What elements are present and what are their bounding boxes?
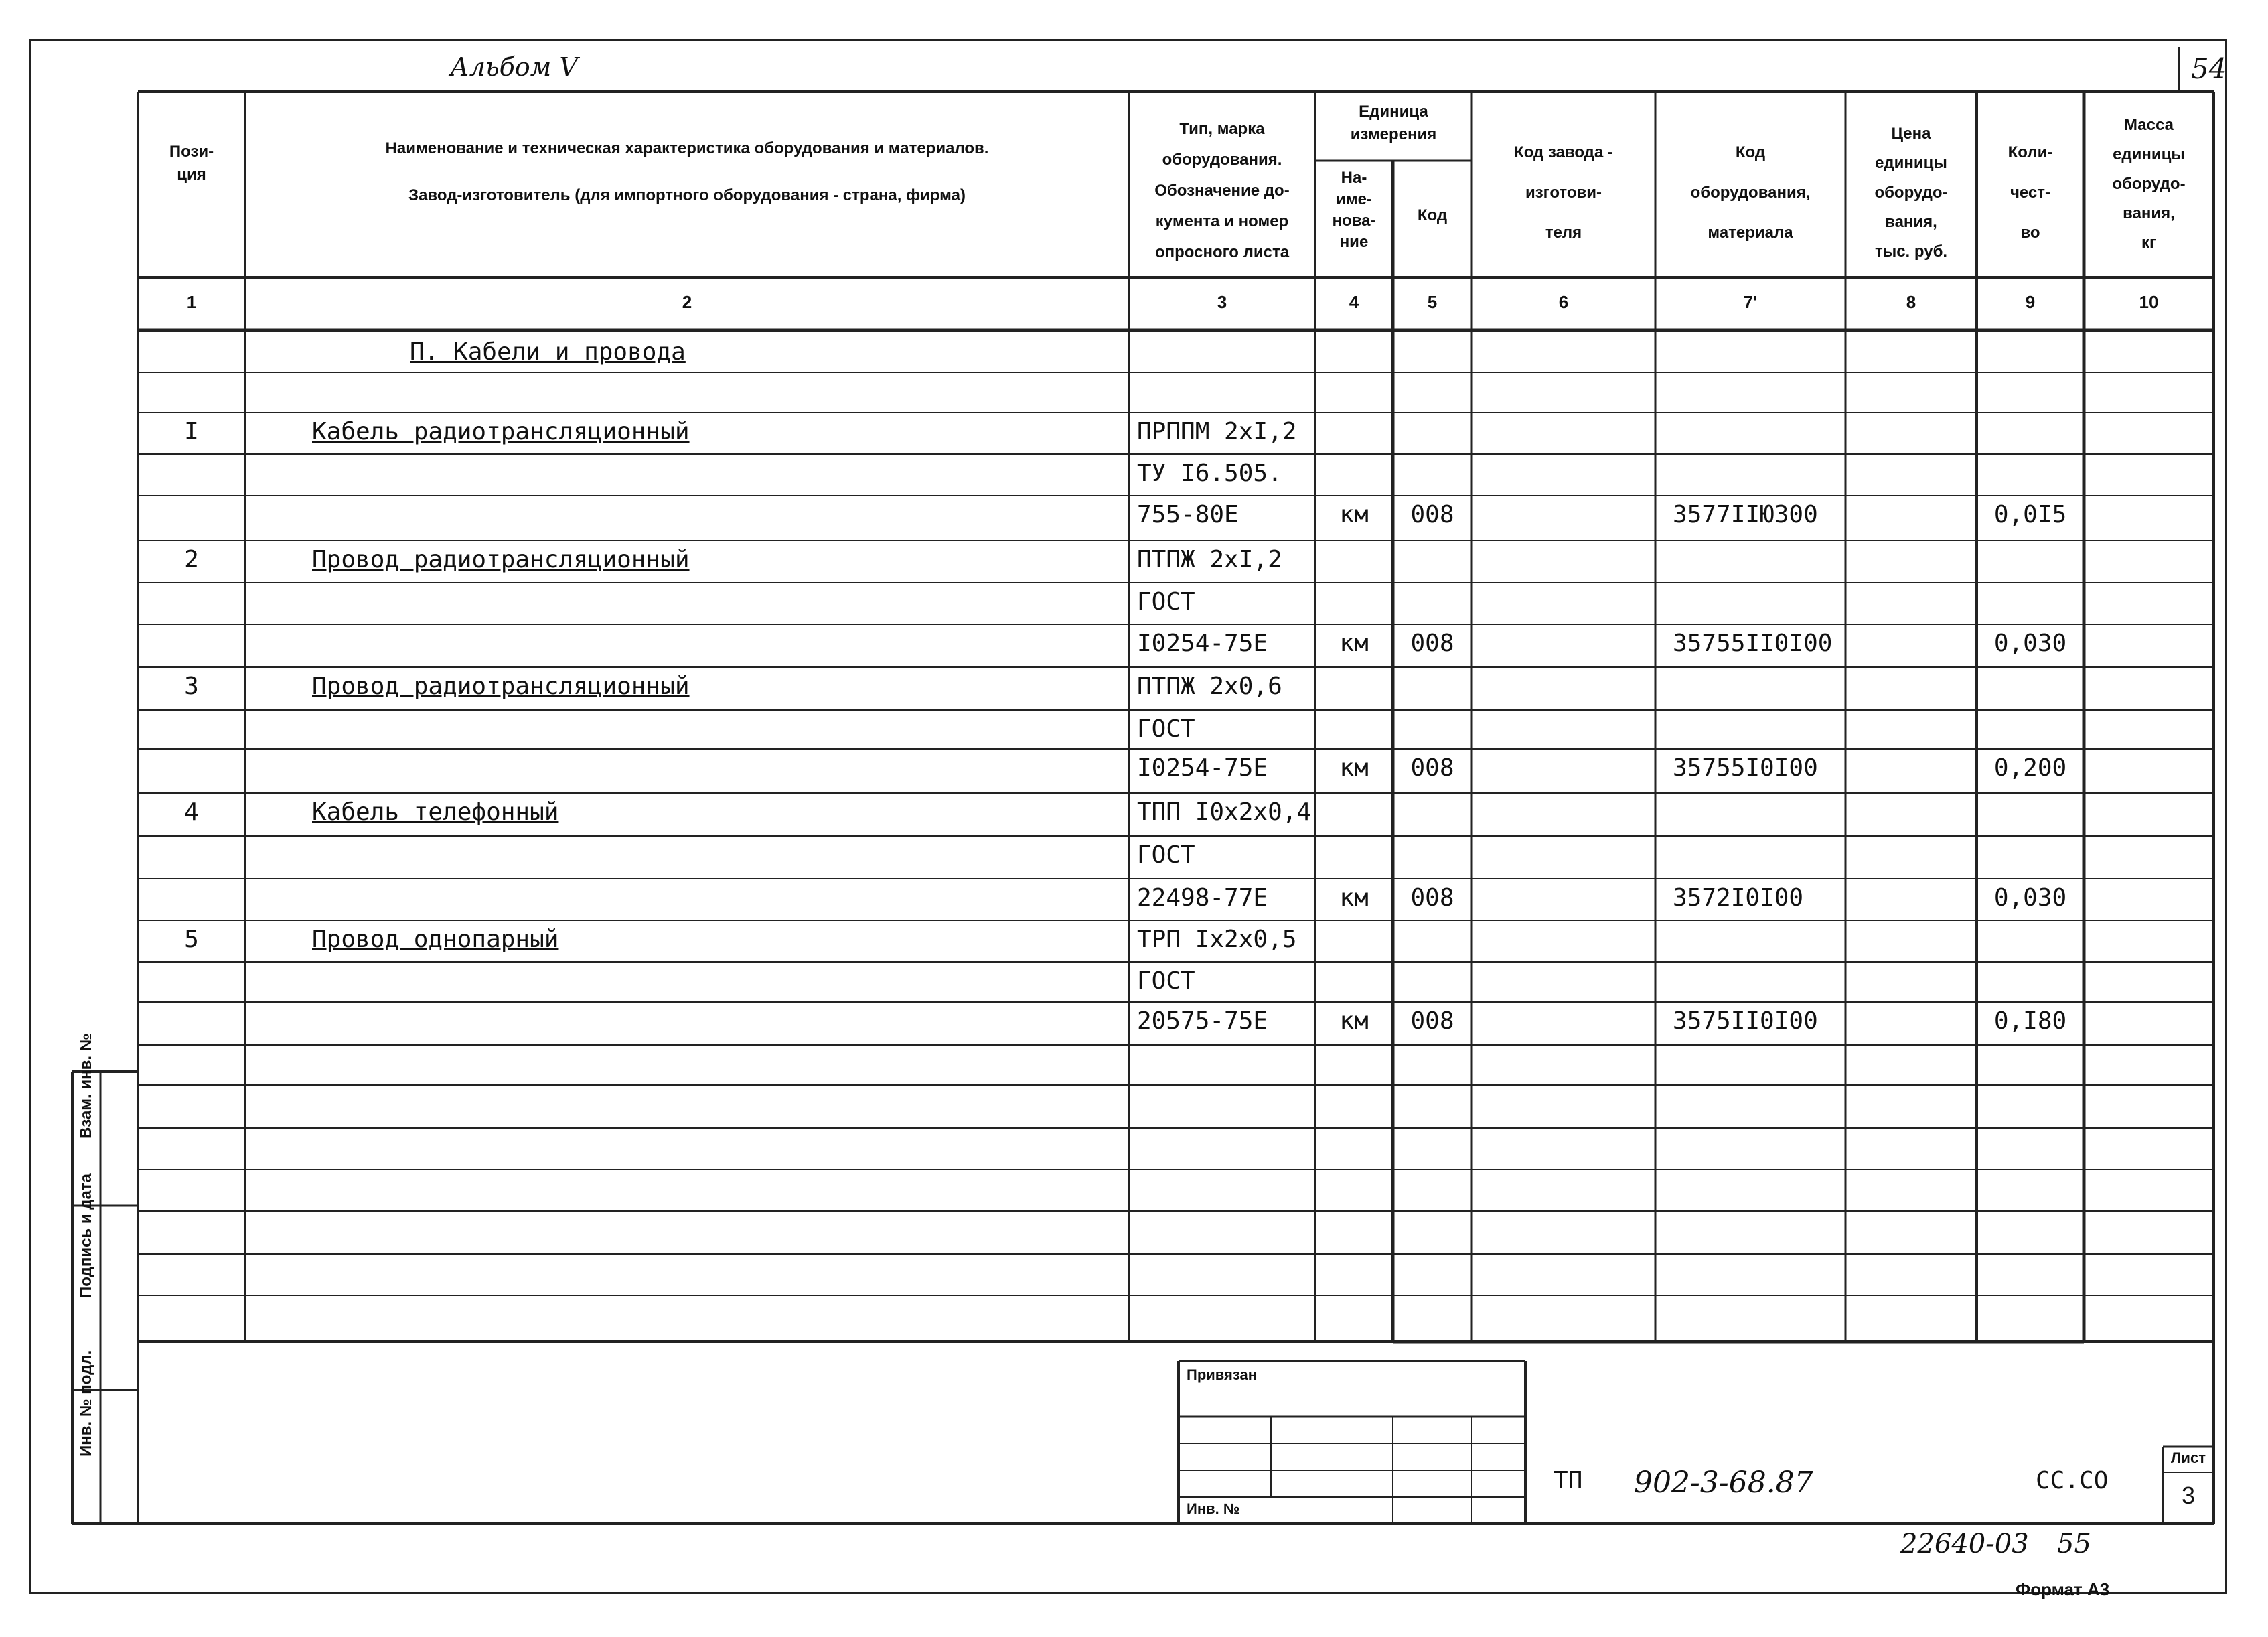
column-number: 10	[2139, 292, 2159, 312]
sheet-value: 3	[2181, 1482, 2196, 1509]
column-number: 5	[1427, 292, 1438, 312]
row-quantity: 0,I80	[1993, 1007, 2067, 1035]
row-name: Кабель телефонный	[312, 798, 559, 826]
row-position: 5	[184, 926, 199, 953]
document-mark: СС.СО	[2036, 1467, 2109, 1494]
row-unit: км	[1339, 630, 1369, 657]
row-quantity: 0,030	[1993, 630, 2067, 657]
row-name: Кабель радиотрансляционный	[312, 418, 690, 445]
row-quantity: 0,030	[1993, 884, 2067, 912]
page-number: 54	[2191, 52, 2227, 85]
row-position: 3	[184, 672, 199, 700]
row-position: 4	[184, 798, 199, 826]
row-type: ПРППМ 2хI,2	[1137, 418, 1297, 445]
header-unit-name: На- име- нова- ние	[1332, 169, 1376, 251]
row-type: ГОСТ	[1137, 841, 1195, 869]
column-number: 1	[186, 292, 197, 312]
row-material-code: 3575II0I00	[1673, 1007, 1818, 1035]
row-unit-code: 008	[1410, 884, 1454, 912]
archive-code: 22640-03	[1900, 1528, 2029, 1559]
row-material-code: 3572I0I00	[1673, 884, 1804, 912]
row-material-code: 3577IIЮ300	[1673, 501, 1818, 528]
row-type: I0254-75Е	[1137, 630, 1268, 657]
row-name: Провод радиотрансляционный	[312, 546, 690, 573]
header-position: Пози- ция	[169, 143, 214, 184]
row-unit: км	[1339, 754, 1369, 782]
header-quantity: Коли- чест- во	[2008, 143, 2053, 242]
header-price: Цена единицы оборудо- вания, тыс. руб.	[1874, 125, 1948, 261]
row-position: 2	[184, 546, 199, 573]
header-name-line2: Завод-изготовитель (для импортного оборудования - страна, фирма)	[408, 186, 966, 204]
column-number: 9	[2025, 292, 2036, 312]
section-title: П. Кабели и провода	[410, 338, 686, 366]
archive-page: 55	[2057, 1528, 2091, 1559]
row-type: ГОСТ	[1137, 967, 1195, 995]
row-type: 22498-77Е	[1137, 884, 1268, 912]
row-unit-code: 008	[1410, 501, 1454, 528]
header-factory-code: Код завода - изготови- теля	[1514, 143, 1613, 242]
row-material-code: 35755I0I00	[1673, 754, 1818, 782]
inv-no-label: Инв. №	[1187, 1500, 1240, 1517]
row-unit: км	[1339, 1007, 1369, 1035]
sheet-label: Лист	[2171, 1449, 2206, 1466]
row-type: ТПП I0х2х0,4	[1137, 798, 1312, 826]
header-unit-code: Код	[1417, 206, 1448, 224]
row-name: Провод однопарный	[312, 926, 559, 953]
row-quantity: 0,0I5	[1993, 501, 2067, 528]
sheet-format: Формат А3	[2016, 1579, 2110, 1599]
row-unit-code: 008	[1410, 754, 1454, 782]
row-type: I0254-75Е	[1137, 754, 1268, 782]
row-material-code: 35755II0I00	[1673, 630, 1833, 657]
column-number: 6	[1558, 292, 1569, 312]
row-type: ПТПЖ 2х0,6	[1137, 672, 1282, 700]
column-number: 3	[1217, 292, 1227, 312]
document-number: 902-3-68.87	[1634, 1466, 1813, 1500]
row-type: ПТПЖ 2хI,2	[1137, 546, 1282, 573]
row-unit-code: 008	[1410, 630, 1454, 657]
row-unit: км	[1339, 501, 1369, 528]
row-type: 20575-75Е	[1137, 1007, 1268, 1035]
row-unit: км	[1339, 884, 1369, 912]
column-number: 4	[1349, 292, 1359, 312]
header-type: Тип, марка оборудования. Обозначение до- кумента и номер опросного листа	[1154, 120, 1290, 261]
column-number: 8	[1906, 292, 1916, 312]
album-label: Альбом V	[450, 52, 578, 82]
header-material-code: Код оборудования, материала	[1690, 143, 1811, 242]
row-position: I	[184, 418, 199, 445]
privyazan-label: Привязан	[1187, 1366, 1258, 1383]
row-type: 755-80Е	[1137, 501, 1239, 528]
tp-label: ТП	[1554, 1467, 1583, 1494]
header-name-line1: Наименование и техническая характеристика оборудования и материалов.	[385, 139, 989, 157]
row-type: ТУ I6.505.	[1137, 459, 1282, 487]
column-number: 2	[682, 292, 692, 312]
row-type: ТРП Iх2х0,5	[1137, 926, 1297, 953]
row-type: ГОСТ	[1137, 715, 1195, 743]
row-type: ГОСТ	[1137, 588, 1195, 616]
row-unit-code: 008	[1410, 1007, 1454, 1035]
column-number: 7'	[1743, 292, 1758, 312]
row-name: Провод радиотрансляционный	[312, 672, 690, 700]
row-quantity: 0,200	[1993, 754, 2067, 782]
header-unit-group: Единица измерения	[1350, 102, 1437, 143]
header-mass: Масса единицы оборудо- вания, кг	[2112, 116, 2186, 252]
